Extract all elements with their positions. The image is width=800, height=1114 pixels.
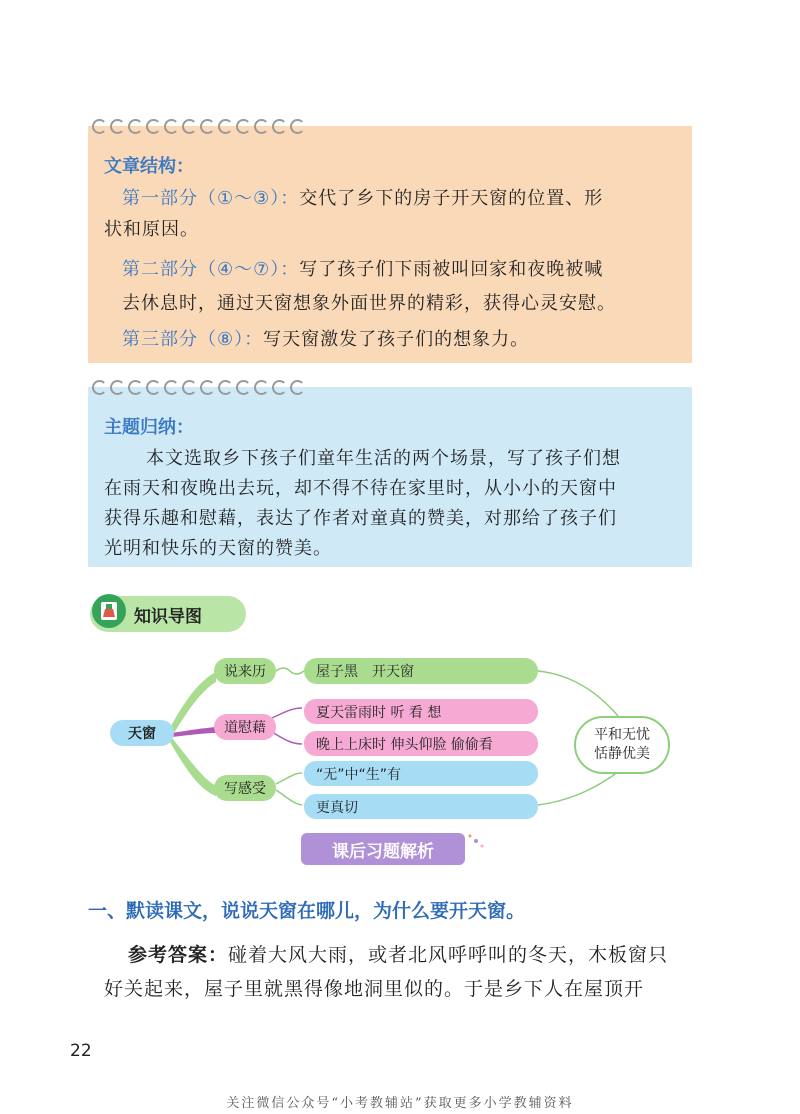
part2-label: 第二部分（④～⑦）： xyxy=(122,259,300,280)
leaf-imagination: “无”中“生”有 xyxy=(304,761,538,786)
summary-cloud xyxy=(574,716,670,774)
branch-feeling: 写感受 xyxy=(214,775,276,801)
leaf-summer-rain: 夏天雷雨时 听 看 想 xyxy=(304,699,538,724)
part1-label: 第一部分（①～③）： xyxy=(122,188,300,209)
theme-line: 获得乐趣和慰藉，表达了作者对童真的赞美，对那给了孩子们 xyxy=(104,508,617,529)
answer-text: 碰着大风大雨，或者北风呼呼叫的冬天，木板窗只 xyxy=(228,944,669,966)
leaf-night: 晚上上床时 伸头仰脸 偷偷看 xyxy=(304,731,538,756)
theme-line: 在雨天和夜晚出去玩，却不得不待在家里时，从小小的天窗中 xyxy=(104,478,617,499)
part1-text: 交代了乡下的房子开天窗的位置、形 xyxy=(299,188,604,209)
structure-line-1-cont: 状和原因。 xyxy=(104,219,199,240)
theme-heading: 主题归纳： xyxy=(104,417,194,438)
theme-line: 本文选取乡下孩子们童年生活的两个场景，写了孩子们想 xyxy=(146,448,621,469)
page-number: 22 xyxy=(70,1041,92,1061)
question-1: 一、默读课文，说说天窗在哪儿，为什么要开天窗。 xyxy=(88,900,526,922)
answer-line-2: 好关起来，屋子里就黑得像地洞里似的。于是乡下人在屋顶开 xyxy=(104,978,645,1000)
summary-line: 平和无忧 xyxy=(594,727,650,743)
footer-note: 关注微信公众号“小考教辅站”获取更多小学教辅资料 xyxy=(226,1096,574,1111)
structure-line-2-cont: 去休息时，通过天窗想象外面世界的精彩，获得心灵安慰。 xyxy=(122,293,616,314)
branch-origin: 说来历 xyxy=(214,658,276,684)
part3-text: 写天窗激发了孩子们的想象力。 xyxy=(263,329,530,350)
branch-comfort: 道慰藉 xyxy=(214,714,276,740)
part3-label: 第三部分（⑧）： xyxy=(122,329,264,350)
theme-line: 光明和快乐的天窗的赞美。 xyxy=(104,538,332,559)
leaf-more-real: 更真切 xyxy=(304,794,538,819)
leaf-dark-room: 屋子黑 开天窗 xyxy=(304,658,538,684)
structure-heading: 文章结构： xyxy=(104,156,194,177)
summary-line: 恬静优美 xyxy=(594,746,650,762)
answer-line-1 xyxy=(128,940,668,967)
mindmap-center-node: 天窗 xyxy=(110,720,174,746)
answer-label: 参考答案： xyxy=(128,944,229,966)
mindmap-title: 知识导图 xyxy=(134,607,202,627)
part2-text: 写了孩子们下雨被叫回家和夜晚被喊 xyxy=(299,259,604,280)
exercise-section-banner: 课后习题解析 xyxy=(301,833,465,865)
